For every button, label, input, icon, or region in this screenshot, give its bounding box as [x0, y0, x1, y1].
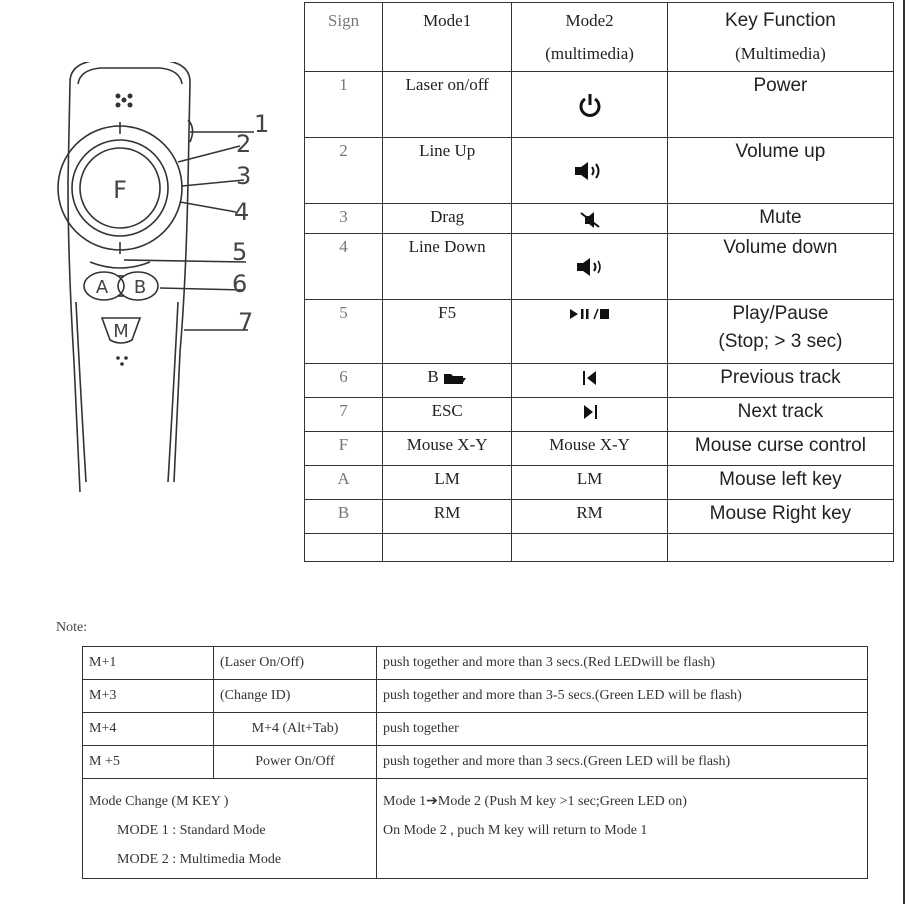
note-name: Power On/Off: [214, 746, 377, 779]
note-label: Note:: [56, 620, 88, 635]
note-table: [82, 646, 868, 879]
row-func-line2: (Stop; > 3 sec): [718, 331, 843, 352]
row-sign: 7: [305, 398, 383, 432]
row-mode2: [512, 138, 668, 204]
mode-change-cell: [83, 779, 377, 879]
row-mode1: Mouse X-Y: [383, 432, 512, 466]
note-desc: push together: [377, 713, 868, 746]
note-desc: push together and more than 3-5 secs.(Green LED will be flash): [377, 680, 868, 713]
row-mode1-text: B: [427, 367, 439, 386]
row-sign: B: [305, 500, 383, 534]
row-func: Mouse left key: [667, 466, 893, 500]
empty-cell: [512, 534, 668, 562]
table-row: [305, 432, 894, 466]
row-mode2: [512, 364, 668, 398]
note-name: (Change ID): [214, 680, 377, 713]
row-mode2: RM: [512, 500, 668, 534]
header-mode2-line2: (multimedia): [545, 44, 634, 63]
row-mode2: Mouse X-Y: [512, 432, 668, 466]
table-row: [305, 234, 894, 300]
volume-up-icon: [573, 160, 607, 182]
note-mode-row: [83, 779, 868, 879]
remote-button-a: A: [95, 277, 109, 298]
note-combo: M +5: [83, 746, 214, 779]
mode-change-desc: [377, 779, 868, 879]
row-func: Volume up: [667, 138, 893, 204]
note-combo: M+1: [83, 647, 214, 680]
remote-control-diagram: [40, 62, 280, 502]
note-combo: M+4: [83, 713, 214, 746]
callout-1: 1: [254, 110, 270, 138]
row-mode1: Laser on/off: [383, 72, 512, 138]
table-row: [305, 466, 894, 500]
header-mode2-line1: Mode2: [565, 11, 614, 30]
row-mode2: [512, 204, 668, 234]
previous-track-icon: [581, 369, 599, 387]
callout-7: 7: [238, 308, 254, 336]
empty-cell: [667, 534, 893, 562]
table-row: [305, 138, 894, 204]
note-row: [83, 647, 868, 680]
empty-cell: [305, 534, 383, 562]
row-sign: 4: [305, 234, 383, 300]
mode-desc-line2: On Mode 2 , puch M key will return to Mode 1: [383, 823, 648, 838]
callout-4: 4: [234, 198, 250, 226]
note-name: M+4 (Alt+Tab): [214, 713, 377, 746]
row-sign: A: [305, 466, 383, 500]
row-func: Previous track: [667, 364, 893, 398]
note-row: [83, 680, 868, 713]
table-row: [305, 300, 894, 364]
row-sign: 6: [305, 364, 383, 398]
table-row: [305, 364, 894, 398]
remote-button-f: F: [113, 176, 127, 204]
row-func: Volume down: [667, 234, 893, 300]
note-combo: M+3: [83, 680, 214, 713]
note-row: [83, 713, 868, 746]
row-mode2: [512, 300, 668, 364]
table-row-empty: [305, 534, 894, 562]
volume-down-icon: [575, 256, 605, 278]
mode2-label: MODE 2 : Multimedia Mode: [117, 852, 282, 867]
play-pause-stop-icon: [569, 307, 611, 321]
header-key-function: [667, 3, 893, 72]
header-mode1: Mode1: [383, 3, 512, 72]
row-sign: 2: [305, 138, 383, 204]
row-func: Mute: [667, 204, 893, 234]
row-mode1: [383, 364, 512, 398]
laser-icon: [116, 94, 133, 108]
mute-icon: [579, 211, 601, 229]
row-mode2: [512, 398, 668, 432]
row-func: Mouse Right key: [667, 500, 893, 534]
table-header-row: [305, 3, 894, 72]
row-mode1: Line Up: [383, 138, 512, 204]
table-row: [305, 72, 894, 138]
row-mode1: RM: [383, 500, 512, 534]
mode1-label: MODE 1 : Standard Mode: [117, 823, 266, 838]
table-row: [305, 204, 894, 234]
row-func-line1: Play/Pause: [732, 303, 829, 324]
row-sign: 3: [305, 204, 383, 234]
header-func-line2: (Multimedia): [735, 44, 826, 63]
page-edge-line: [903, 0, 905, 904]
power-icon: [578, 92, 602, 118]
table-row: [305, 500, 894, 534]
header-sign: Sign: [305, 3, 383, 72]
callout-3: 3: [236, 162, 252, 190]
row-sign: 1: [305, 72, 383, 138]
row-mode1: LM: [383, 466, 512, 500]
row-mode1: Line Down: [383, 234, 512, 300]
header-func-line1: Key Function: [724, 10, 836, 31]
callout-2: 2: [236, 130, 252, 158]
note-name: (Laser On/Off): [214, 647, 377, 680]
empty-cell: [383, 534, 512, 562]
row-mode2: [512, 234, 668, 300]
row-func: Mouse curse control: [667, 432, 893, 466]
mode-change-title: Mode Change (M KEY ): [89, 794, 229, 809]
remote-button-m: M: [113, 321, 129, 342]
row-mode2: [512, 72, 668, 138]
row-func: Next track: [667, 398, 893, 432]
row-mode1: F5: [383, 300, 512, 364]
row-sign: F: [305, 432, 383, 466]
note-row: [83, 746, 868, 779]
callout-6: 6: [232, 270, 248, 298]
table-row: [305, 398, 894, 432]
row-sign: 5: [305, 300, 383, 364]
row-func: [667, 300, 893, 364]
folder-icon: [443, 371, 467, 385]
note-desc: push together and more than 3 secs.(Red LEDwill be flash): [377, 647, 868, 680]
next-track-icon: [581, 403, 599, 421]
callout-5: 5: [232, 238, 248, 266]
header-mode2: [512, 3, 668, 72]
mode-desc-line1: Mode 1➔Mode 2 (Push M key >1 sec;Green LED on): [383, 794, 687, 809]
note-desc: push together and more than 3 secs.(Green LED will be flash): [377, 746, 868, 779]
row-mode1: Drag: [383, 204, 512, 234]
remote-button-b: B: [133, 277, 147, 298]
key-function-table: [304, 2, 894, 562]
row-func: Power: [667, 72, 893, 138]
speaker-dots-icon: [116, 356, 128, 366]
row-mode2: LM: [512, 466, 668, 500]
row-mode1: ESC: [383, 398, 512, 432]
